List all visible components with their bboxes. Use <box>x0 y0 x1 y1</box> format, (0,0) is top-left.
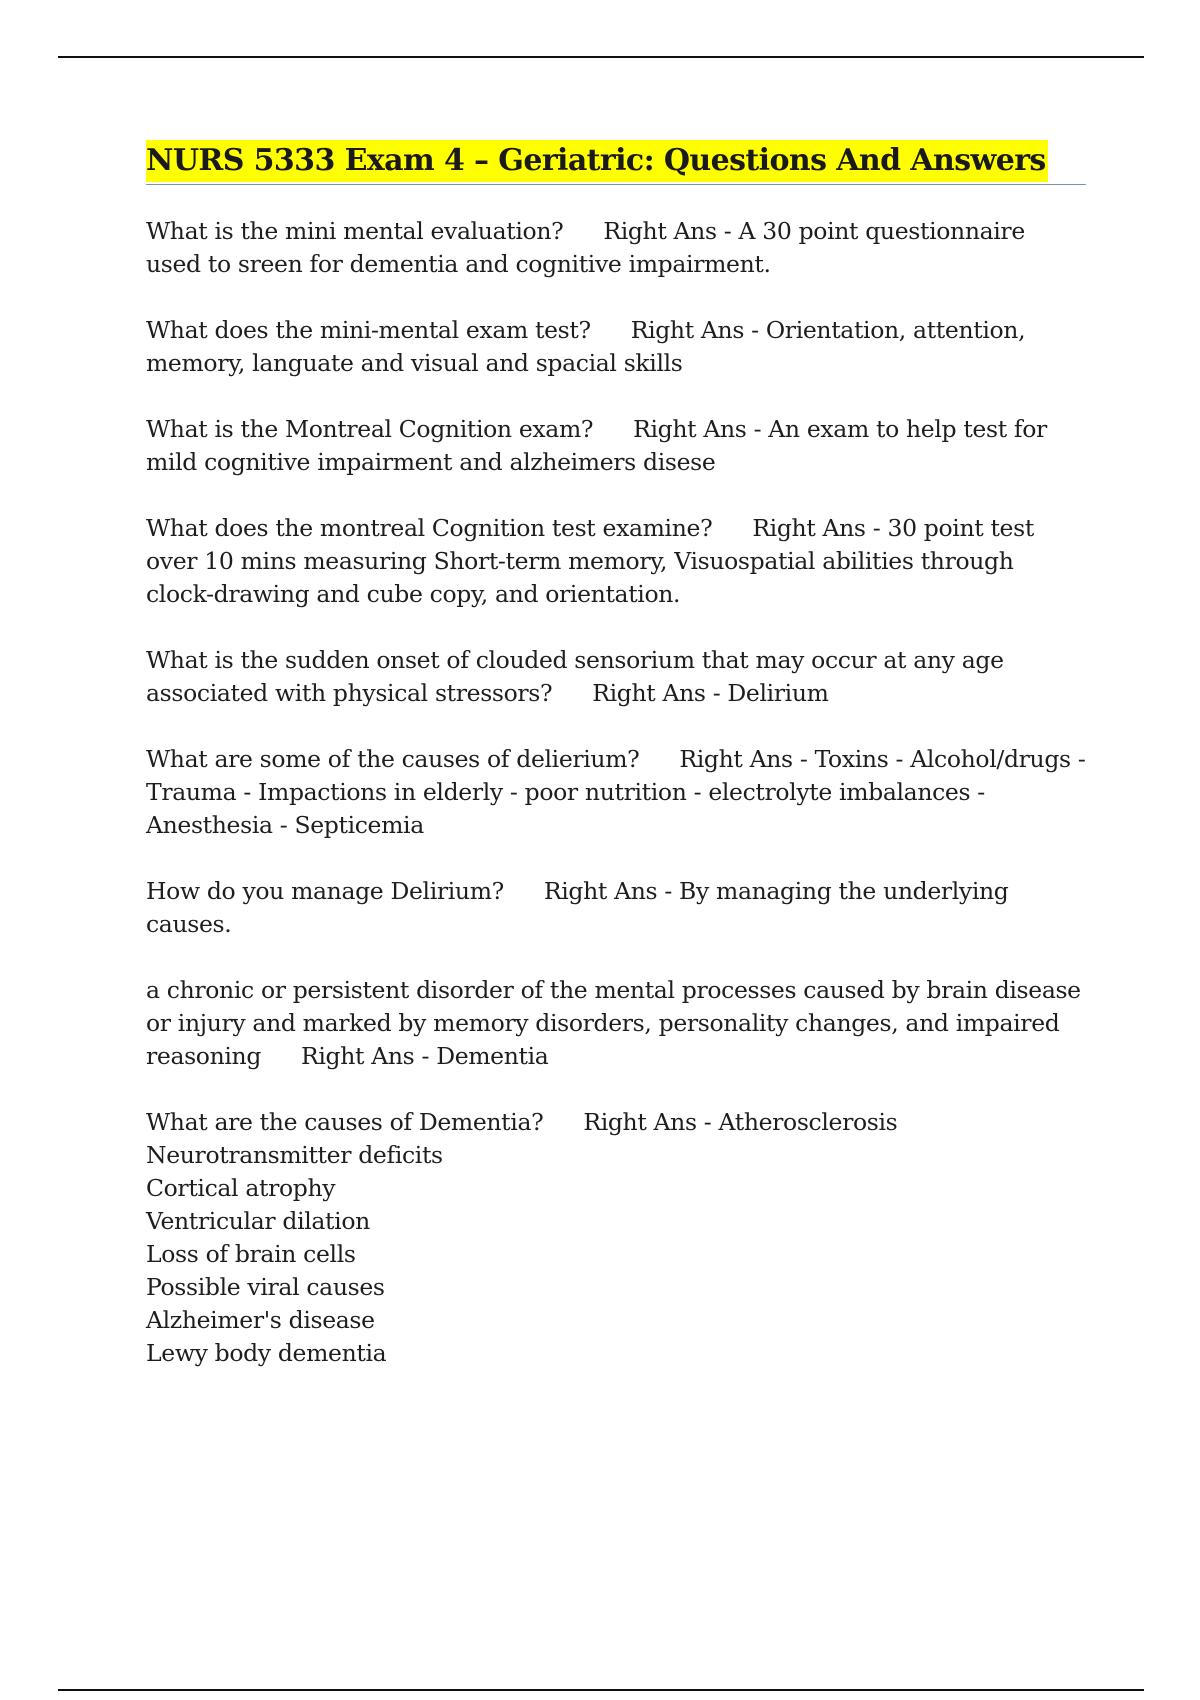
top-rule <box>58 56 1144 58</box>
answer-text: Dementia <box>436 1042 549 1070</box>
answer-line: Neurotransmitter deficits <box>146 1141 443 1169</box>
bottom-rule <box>58 1689 1144 1691</box>
answer-text: Toxins - Alcohol/drugs - Trauma - Impactions in elderly - poor nutrition - electrolyte imbalances - Anesthesia - Septicemia <box>146 745 1086 839</box>
answer-label: Right Ans - <box>679 745 815 773</box>
answer-text: Delirium <box>727 679 829 707</box>
qa-item <box>146 512 1086 611</box>
answer-label: Right Ans - <box>301 1042 437 1070</box>
answer-label: Right Ans - <box>603 217 739 245</box>
question-text: How do you manage Delirium? <box>146 877 504 905</box>
answer-text: 30 point test over 10 mins measuring Short-term memory, Visuospatial abilities through clock-drawing and cube copy, and orientation. <box>146 514 1034 608</box>
answer-line: Cortical atrophy <box>146 1174 336 1202</box>
answer-label: Right Ans - <box>752 514 888 542</box>
question-text: What is the mini mental evaluation? <box>146 217 564 245</box>
question-text: What are some of the causes of delierium? <box>146 745 640 773</box>
qa-item <box>146 644 1086 710</box>
qa-item <box>146 1106 1086 1370</box>
qa-item <box>146 743 1086 842</box>
answer-line: Alzheimer's disease <box>146 1306 375 1334</box>
answer-line: Ventricular dilation <box>146 1207 370 1235</box>
qa-item <box>146 875 1086 941</box>
question-text: What does the mini-mental exam test? <box>146 316 591 344</box>
answer-text: Atherosclerosis <box>718 1108 898 1136</box>
title-block <box>146 140 1086 185</box>
answer-text: By managing the underlying causes. <box>146 877 1009 938</box>
question-text: What is the Montreal Cognition exam? <box>146 415 594 443</box>
qa-item <box>146 314 1086 380</box>
answer-label: Right Ans - <box>543 877 680 905</box>
question-text: a chronic or persistent disorder of the mental processes caused by brain disease or injury and marked by memory disorders, personality changes, and impaired reasoning <box>146 976 1081 1070</box>
qa-item <box>146 413 1086 479</box>
answer-label: Right Ans - <box>633 415 769 443</box>
answer-label: Right Ans - <box>583 1108 719 1136</box>
answer-text: An exam to help test for mild cognitive impairment and alzheimers disese <box>146 415 1047 476</box>
answer-line: Lewy body dementia <box>146 1339 387 1367</box>
answer-line: Possible viral causes <box>146 1273 385 1301</box>
answer-text: A 30 point questionnaire used to sreen for dementia and cognitive impairment. <box>146 217 1025 278</box>
qa-item <box>146 215 1086 281</box>
question-text: What are the causes of Dementia? <box>146 1108 544 1136</box>
answer-text: Orientation, attention, memory, languate and visual and spacial skills <box>146 316 1026 377</box>
answer-line: Loss of brain cells <box>146 1240 356 1268</box>
answer-label: Right Ans - <box>592 679 728 707</box>
question-text: What does the montreal Cognition test examine? <box>146 514 713 542</box>
document-title: NURS 5333 Exam 4 – Geriatric: Questions And Answers <box>146 140 1048 182</box>
question-text: What is the sudden onset of clouded sensorium that may occur at any age associated with physical stressors? <box>146 646 1004 707</box>
document-body <box>146 140 1086 1403</box>
answer-label: Right Ans - <box>630 316 766 344</box>
qa-item <box>146 974 1086 1073</box>
